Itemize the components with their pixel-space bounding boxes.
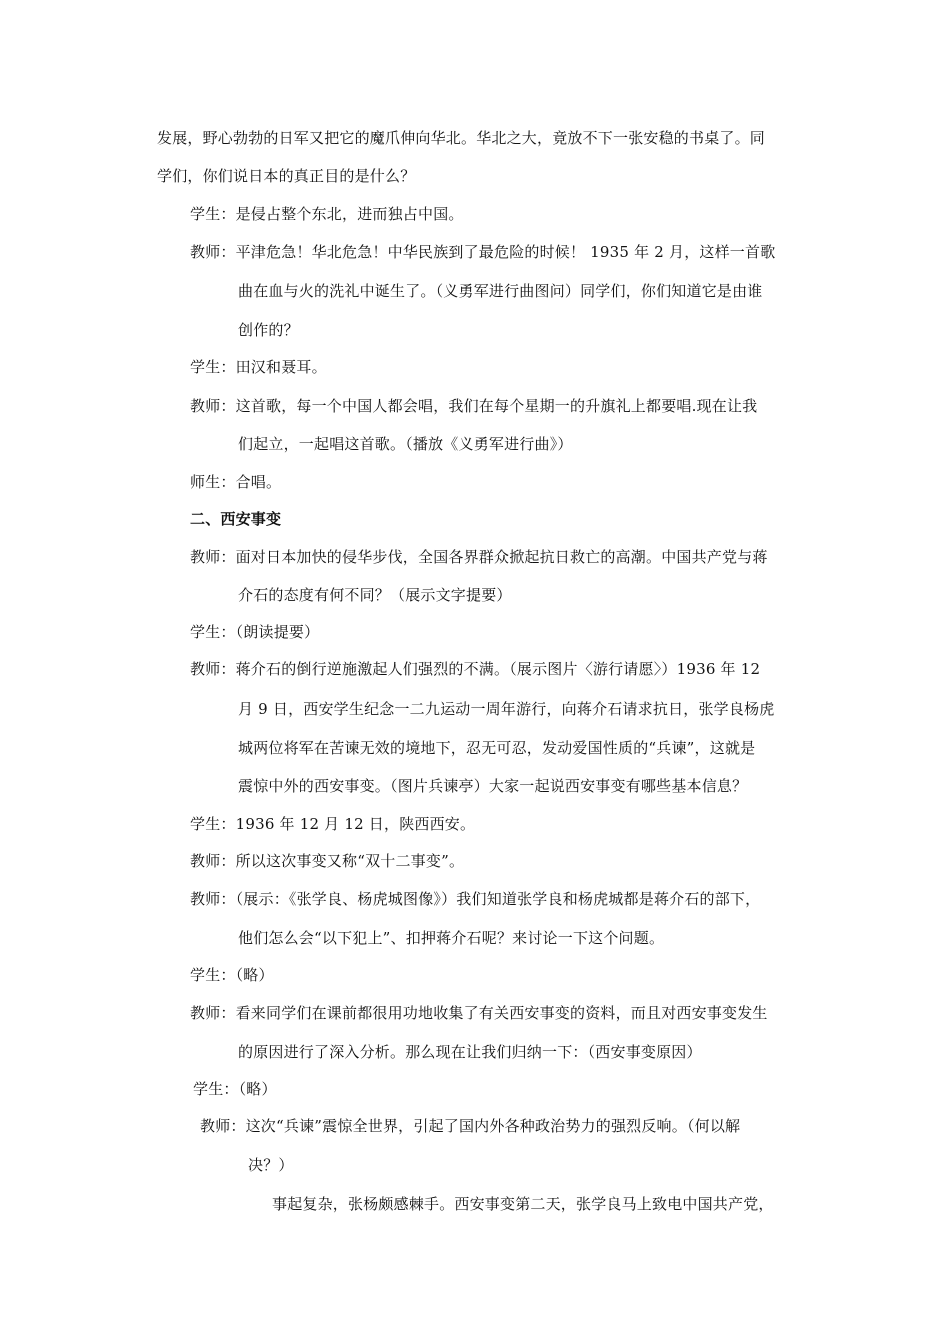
dialogue-line: 教师：蒋介石的倒行逆施激起人们强烈的不满。（展示图片〈游行请愿〉）1936 年 12 [190,660,761,678]
dialogue-line: 师生：合唱。 [190,473,282,491]
dialogue-line: 学生：（朗读提要） [190,623,320,641]
dialogue-line: 学生：（略） [190,966,274,984]
dialogue-continuation: 介石的态度有何不同？（展示文字提要） [238,586,512,604]
dialogue-line: 教师：面对日本加快的侵华步伐，全国各界群众掀起抗日救亡的高潮。中国共产党与蒋 [190,548,768,566]
dialogue-line: 教师：平津危急！华北危急！中华民族到了最危险的时候！ 1935 年 2 月，这样一首歌 [190,243,776,261]
dialogue-line: 教师：这次“兵谏”震惊全世界，引起了国内外各种政治势力的强烈反响。（何以解 [200,1117,741,1135]
dialogue-line: 学生：田汉和聂耳。 [190,358,327,376]
dialogue-continuation: 的原因进行了深入分析。那么现在让我们归纳一下：（西安事变原因） [238,1043,702,1061]
dialogue-line: 学生：1936 年 12 月 12 日，陕西西安。 [190,815,476,833]
dialogue-line: 学生：（略） [193,1080,277,1098]
dialogue-line: 教师：（展示：《张学良、杨虎城图像》）我们知道张学良和杨虎城都是蒋介石的部下， [190,890,761,908]
dialogue-continuation: 创作的？ [238,321,299,339]
dialogue-continuation: 决？） [248,1156,294,1174]
dialogue-continuation: 震惊中外的西安事变。（图片兵谏亭）大家一起说西安事变有哪些基本信息？ [238,777,748,795]
paragraph-line: 学们，你们说日本的真正目的是什么？ [157,167,416,185]
dialogue-line: 教师：所以这次事变又称“双十二事变”。 [190,852,465,870]
dialogue-continuation: 城两位将军在苦谏无效的境地下，忍无可忍，发动爱国性质的“兵谏”，这就是 [238,739,756,757]
dialogue-continuation: 月 9 日，西安学生纪念一二九运动一周年游行，向蒋介石请求抗日，张学良杨虎 [238,700,775,718]
dialogue-line: 教师：看来同学们在课前都很用功地收集了有关西安事变的资料，而且对西安事变发生 [190,1004,768,1022]
indented-paragraph-line: 事起复杂，张杨颇感棘手。西安事变第二天，张学良马上致电中国共产党， [272,1195,774,1213]
dialogue-continuation: 曲在血与火的洗礼中诞生了。（义勇军进行曲图问）同学们，你们知道它是由谁 [238,282,763,300]
dialogue-line: 教师：这首歌，每一个中国人都会唱，我们在每个星期一的升旗礼上都要唱.现在让我 [190,397,758,415]
paragraph-line: 发展，野心勃勃的日军又把它的魔爪伸向华北。华北之大，竟放不下一张安稳的书桌了。同 [157,129,766,147]
dialogue-line: 学生：是侵占整个东北，进而独占中国。 [190,205,464,223]
section-heading: 二、西安事变 [190,510,282,528]
dialogue-continuation: 们起立，一起唱这首歌。（播放《义勇军进行曲》） [238,435,573,453]
dialogue-continuation: 他们怎么会“以下犯上”、扣押蒋介石呢？来讨论一下这个问题。 [238,929,665,947]
